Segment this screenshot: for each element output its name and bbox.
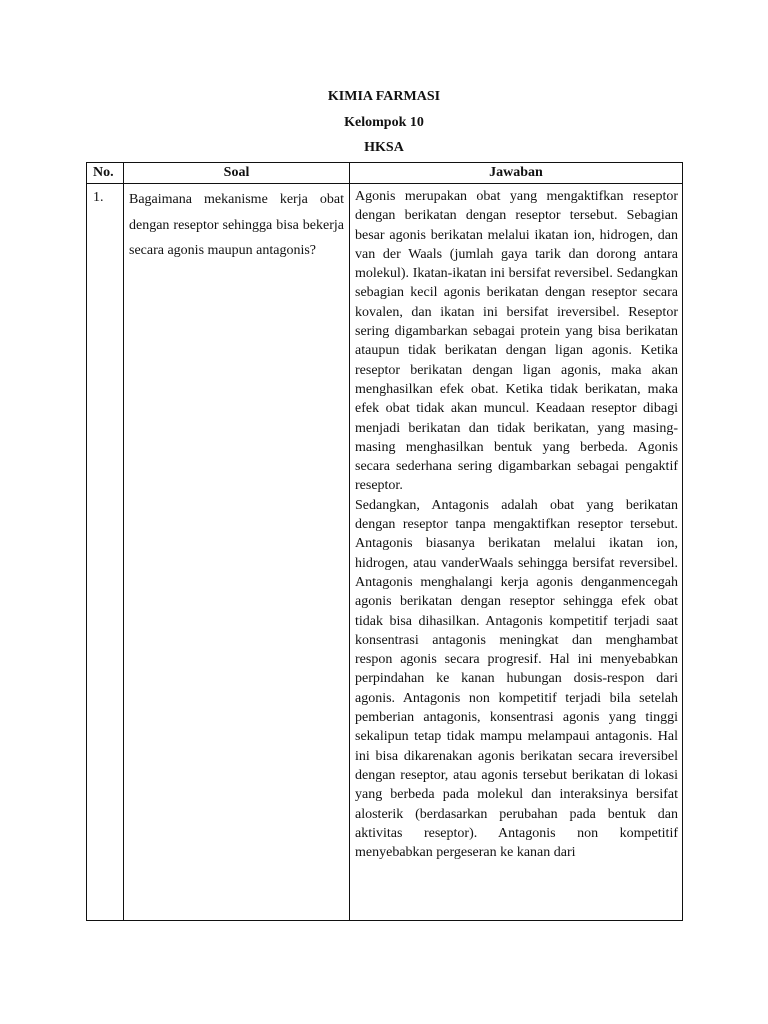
header-answer: Jawaban [350, 163, 683, 184]
header-no: No. [87, 163, 124, 184]
header-question: Soal [124, 163, 350, 184]
answer-cell [350, 184, 683, 921]
group-label: Kelompok 10 [344, 115, 424, 130]
table-header-row [87, 163, 683, 184]
table-row [87, 184, 683, 921]
qa-table [86, 162, 683, 921]
answer-paragraph-agonist: Agonis merupakan obat yang mengaktifkan reseptor dengan berikatan dengan reseptor tersebut. Sebagian besar agonis berikatan melalui ikatan ion, hidrogen, dan van der Waals (jumlah gaya tarik dan dorong antara molekul). Ikatan-ikatan ini bersifat reversibel. Sedangkan sebagian kecil agonis berikatan dengan reseptor secara kovalen, dan ikatan ini bersifat ireversibel. Reseptor sering digambarkan sebagai protein yang bisa berikatan ataupun tidak berikatan dengan ligan agonis. Ketika reseptor berikatan dengan ligan agonis, maka akan menghasilkan efek obat. Ketika tidak berikatan, maka efek obat tidak akan muncul. Keadaan reseptor dibagi menjadi berikatan dan tidak berikatan, yang masing-masing menghasilkan bentuk yang berbeda. Agonis secara sederhana sering digambarkan sebagai pengaktif reseptor. [355, 189, 678, 494]
answer-paragraph-antagonist: Sedangkan, Antagonis adalah obat yang berikatan dengan reseptor tanpa mengaktifkan reseptor tersebut. Antagonis biasanya berikatan melalui ikatan ion, hidrogen, atau vanderWaals sehingga bersifat reversibel. Antagonis menghalangi kerja agonis denganmencegah agonis berikatan dengan reseptor sehingga efek obat tidak bisa dihasilkan. Antagonis kompetitif terjadi saat konsentrasi antagonis meningkat dan menghambat respon agonis secara progresif. Hal ini menyebabkan perpindahan ke kanan hubungan dosis-respon dari agonis. Antagonis non kompetitif terjadi bila setelah pemberian antagonis, konsentrasi agonis yang tinggi sekalipun tetap tidak mampu melampaui antagonis. Hal ini bisa dikarenakan agonis berikatan secara ireversibel dengan reseptor, atau agonis tersebut berikatan di lokasi yang berbeda pada molekul dan interaksinya bersifat alosterik (berdasarkan perubahan pada bentuk dan aktivitas reseptor). Antagonis non kompetitif menyebabkan pergeseran ke kanan dari [355, 497, 678, 861]
question-cell: Bagaimana mekanisme kerja obat dengan reseptor sehingga bisa bekerja secara agonis maupun antagonis? [124, 184, 350, 921]
topic-label: HKSA [364, 140, 404, 155]
document-title: KIMIA FARMASI [327, 89, 441, 104]
row-number: 1. [87, 184, 124, 921]
